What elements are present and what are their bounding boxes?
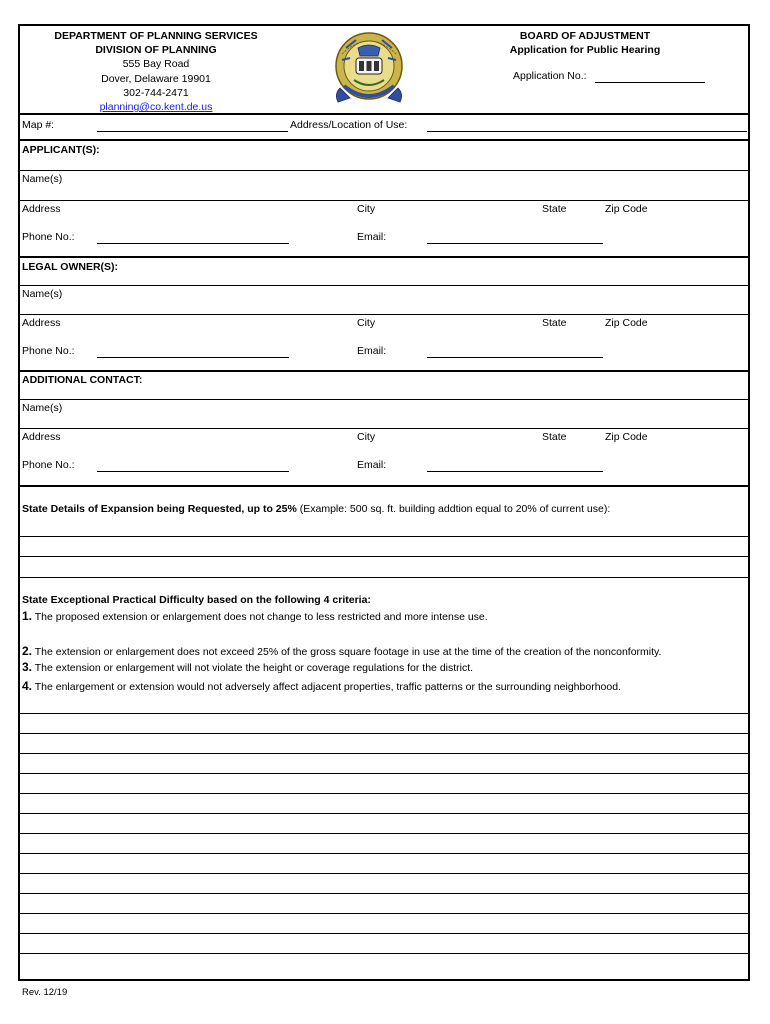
difficulty-answer-line[interactable] (19, 813, 749, 814)
divider (19, 399, 749, 400)
owner-name-label: Name(s) (22, 288, 63, 300)
owner-email-label: Email: (357, 345, 387, 357)
owner-address-label: Address (22, 317, 61, 329)
department-name: DEPARTMENT OF PLANNING SERVICES (54, 30, 258, 42)
divider (19, 314, 749, 315)
criterion-item (22, 679, 621, 693)
applicants-section-title: APPLICANT(S): (22, 144, 100, 156)
expansion-answer-line[interactable] (19, 577, 749, 578)
criterion-item (22, 644, 661, 658)
department-email-link[interactable]: planning@co.kent.de.us (99, 101, 213, 114)
legal-owners-section-title: LEGAL OWNER(S): (22, 261, 119, 273)
difficulty-answer-line[interactable] (19, 873, 749, 874)
divider (19, 170, 749, 171)
applicant-state-label: State (542, 203, 567, 215)
applicant-zip-label: Zip Code (605, 203, 648, 215)
contact-phone-label: Phone No.: (22, 459, 75, 471)
owner-state-label: State (542, 317, 567, 329)
owner-email-field[interactable] (427, 357, 603, 358)
division-name: DIVISION OF PLANNING (95, 44, 217, 57)
contact-phone-field[interactable] (97, 471, 289, 472)
contact-email-field[interactable] (427, 471, 603, 472)
criterion-item (22, 660, 473, 674)
applicant-email-label: Email: (357, 231, 387, 243)
application-no-field[interactable] (595, 82, 705, 83)
criterion-number: 3. (22, 660, 33, 674)
applicant-address-label: Address (22, 203, 61, 215)
board-title: BOARD OF ADJUSTMENT (519, 30, 651, 42)
divider (19, 428, 749, 429)
county-seal-icon (330, 30, 408, 106)
applicant-phone-field[interactable] (97, 243, 289, 244)
contact-state-label: State (542, 431, 567, 443)
address-location-field[interactable] (427, 131, 747, 132)
applicant-city-label: City (357, 203, 376, 215)
divider (19, 113, 749, 115)
additional-contact-section-title: ADDITIONAL CONTACT: (22, 374, 143, 386)
criterion-text: The proposed extension or enlargement does not change to less restricted and more intense use. (32, 611, 488, 623)
difficulty-answer-line[interactable] (19, 833, 749, 834)
difficulty-answer-line[interactable] (19, 793, 749, 794)
divider (19, 139, 749, 141)
owner-phone-label: Phone No.: (22, 345, 75, 357)
criterion-number: 1. (22, 609, 33, 623)
applicant-phone-label: Phone No.: (22, 231, 75, 243)
board-subtitle: Application for Public Hearing (509, 44, 661, 57)
expansion-answer-line[interactable] (19, 536, 749, 537)
criterion-item (22, 609, 488, 623)
contact-email-label: Email: (357, 459, 387, 471)
expansion-prompt-example: (Example: 500 sq. ft. building addtion equal to 20% of current use): (296, 503, 611, 515)
difficulty-answer-line[interactable] (19, 733, 749, 734)
application-no-label: Application No.: (513, 70, 587, 82)
criterion-number: 2. (22, 644, 33, 658)
map-number-label: Map #: (22, 119, 55, 131)
applicant-name-label: Name(s) (22, 173, 63, 185)
difficulty-answer-line[interactable] (19, 773, 749, 774)
difficulty-section-title: State Exceptional Practical Difficulty based on the following 4 criteria: (22, 594, 371, 606)
owner-phone-field[interactable] (97, 357, 289, 358)
applicant-email-field[interactable] (427, 243, 603, 244)
owner-zip-label: Zip Code (605, 317, 648, 329)
map-number-field[interactable] (97, 131, 288, 132)
expansion-prompt (22, 503, 610, 515)
divider (19, 370, 749, 372)
divider (19, 256, 749, 258)
difficulty-answer-line[interactable] (19, 753, 749, 754)
expansion-answer-line[interactable] (19, 556, 749, 557)
revision-label: Rev. 12/19 (22, 987, 68, 998)
contact-city-label: City (357, 431, 376, 443)
criterion-number: 4. (22, 679, 33, 693)
divider (19, 485, 749, 487)
contact-address-label: Address (22, 431, 61, 443)
difficulty-answer-line[interactable] (19, 713, 749, 714)
department-address-block (40, 29, 272, 114)
criterion-text: The extension or enlargement will not violate the height or coverage regulations for the district. (32, 662, 474, 674)
divider (19, 285, 749, 286)
address-location-label: Address/Location of Use: (290, 119, 408, 131)
difficulty-answer-line[interactable] (19, 953, 749, 954)
criterion-text: The extension or enlargement does not exceed 25% of the gross square footage in use at the time of the creation of the nonconformity. (32, 646, 662, 658)
board-title-block (495, 29, 675, 57)
expansion-prompt-bold: State Details of Expansion being Requested, up to 25% (22, 503, 297, 515)
divider (19, 200, 749, 201)
contact-zip-label: Zip Code (605, 431, 648, 443)
difficulty-answer-line[interactable] (19, 893, 749, 894)
city-state-zip: Dover, Delaware 19901 (101, 72, 211, 85)
contact-name-label: Name(s) (22, 402, 63, 414)
owner-city-label: City (357, 317, 376, 329)
criterion-text: The enlargement or extension would not adversely affect adjacent properties, traffic patterns or the surrounding neighborhood. (32, 681, 621, 693)
difficulty-answer-line[interactable] (19, 913, 749, 914)
department-phone: 302-744-2471 (123, 86, 189, 99)
street-address: 555 Bay Road (122, 58, 190, 71)
difficulty-answer-line[interactable] (19, 933, 749, 934)
difficulty-answer-line[interactable] (19, 853, 749, 854)
